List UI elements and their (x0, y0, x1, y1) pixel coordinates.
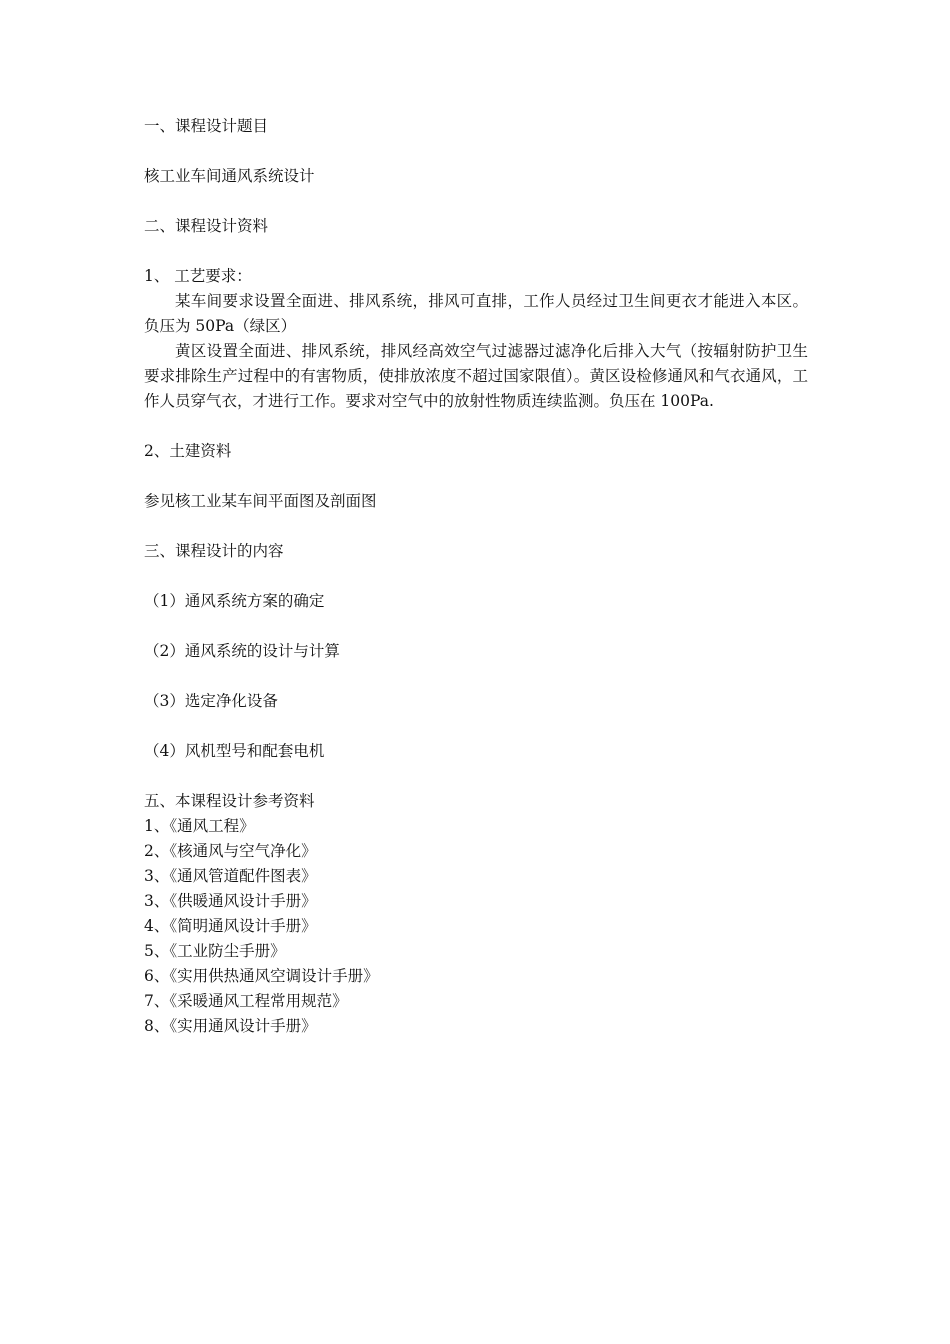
reference-item: 3、《通风管道配件图表》 (144, 867, 317, 885)
content-item: （1）通风系统方案的确定 (144, 592, 325, 610)
document-body (144, 114, 808, 1039)
reference-item: 2、《核通风与空气净化》 (144, 842, 317, 860)
green-zone-paragraph: 某车间要求设置全面进、排风系统，排风可直排，工作人员经过卫生间更衣才能进入本区。负压为 50Pa（绿区） (144, 292, 808, 335)
reference-item: 7、《采暖通风工程常用规范》 (144, 992, 348, 1010)
civil-data-label: 2、土建资料 (144, 442, 232, 460)
reference-item: 5、《工业防尘手册》 (144, 942, 286, 960)
reference-list (144, 814, 808, 1039)
reference-item: 8、《实用通风设计手册》 (144, 1017, 317, 1035)
section-3-heading: 三、课程设计的内容 (144, 542, 284, 560)
section-5-heading: 五、本课程设计参考资料 (144, 792, 315, 810)
civil-data-text: 参见核工业某车间平面图及剖面图 (144, 492, 377, 510)
reference-item: 3、《供暖通风设计手册》 (144, 892, 317, 910)
yellow-zone-paragraph: 黄区设置全面进、排风系统，排风经高效空气过滤器过滤净化后排入大气（按辐射防护卫生要求排除生产过程中的有害物质，使排放浓度不超过国家限值）。黄区设检修通风和气衣通风，工作人员穿气衣，才进行工作。要求对空气中的放射性物质连续监测。负压在 100Pa. (144, 342, 808, 410)
reference-item: 6、《实用供热通风空调设计手册》 (144, 967, 379, 985)
section-2-heading: 二、课程设计资料 (144, 217, 269, 235)
section-1-heading: 一、课程设计题目 (144, 117, 269, 135)
reference-item: 1、《通风工程》 (144, 817, 255, 835)
design-title: 核工业车间通风系统设计 (144, 167, 315, 185)
content-item: （4）风机型号和配套电机 (144, 742, 325, 760)
process-requirements-label: 1、 工艺要求： (144, 267, 252, 285)
content-item: （3）选定净化设备 (144, 692, 278, 710)
reference-item: 4、《简明通风设计手册》 (144, 917, 317, 935)
content-item: （2）通风系统的设计与计算 (144, 642, 340, 660)
